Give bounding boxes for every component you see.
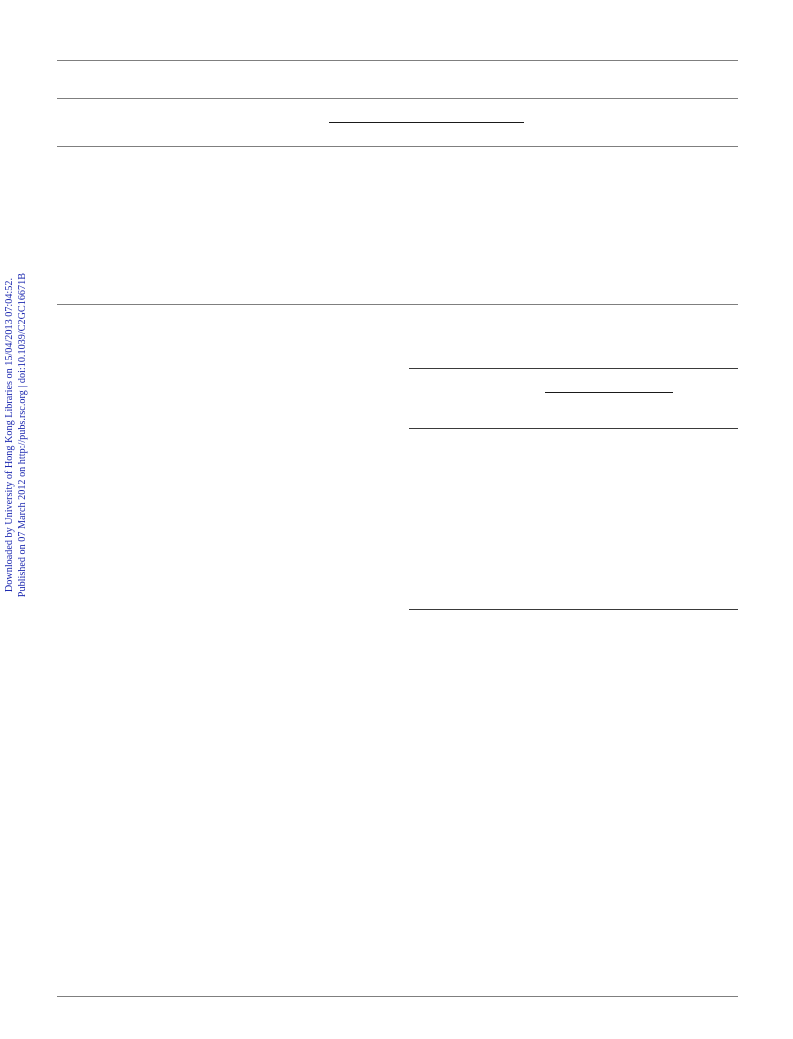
- table2-bottom-rule: [409, 609, 738, 610]
- table2-top-rule: [409, 368, 738, 369]
- table1-top-rule: [57, 98, 738, 99]
- table2-column-group-rule: [545, 392, 673, 393]
- table1-column-group-rule: [329, 122, 524, 123]
- table2-header-rule: [409, 428, 738, 429]
- table1-header-rule: [57, 146, 738, 147]
- published-on-line: Published on 07 March 2012 on http://pubs.rsc.org | doi:10.1039/C2GC16671B: [17, 272, 28, 598]
- page-header-rule: [57, 60, 738, 61]
- downloaded-by-line: Downloaded by University of Hong Kong Libraries on 15/04/2013 07:04:52.: [4, 277, 15, 593]
- download-notice: [1, 264, 31, 606]
- page-footer-rule: [57, 996, 738, 997]
- table1-bottom-rule: [57, 304, 738, 305]
